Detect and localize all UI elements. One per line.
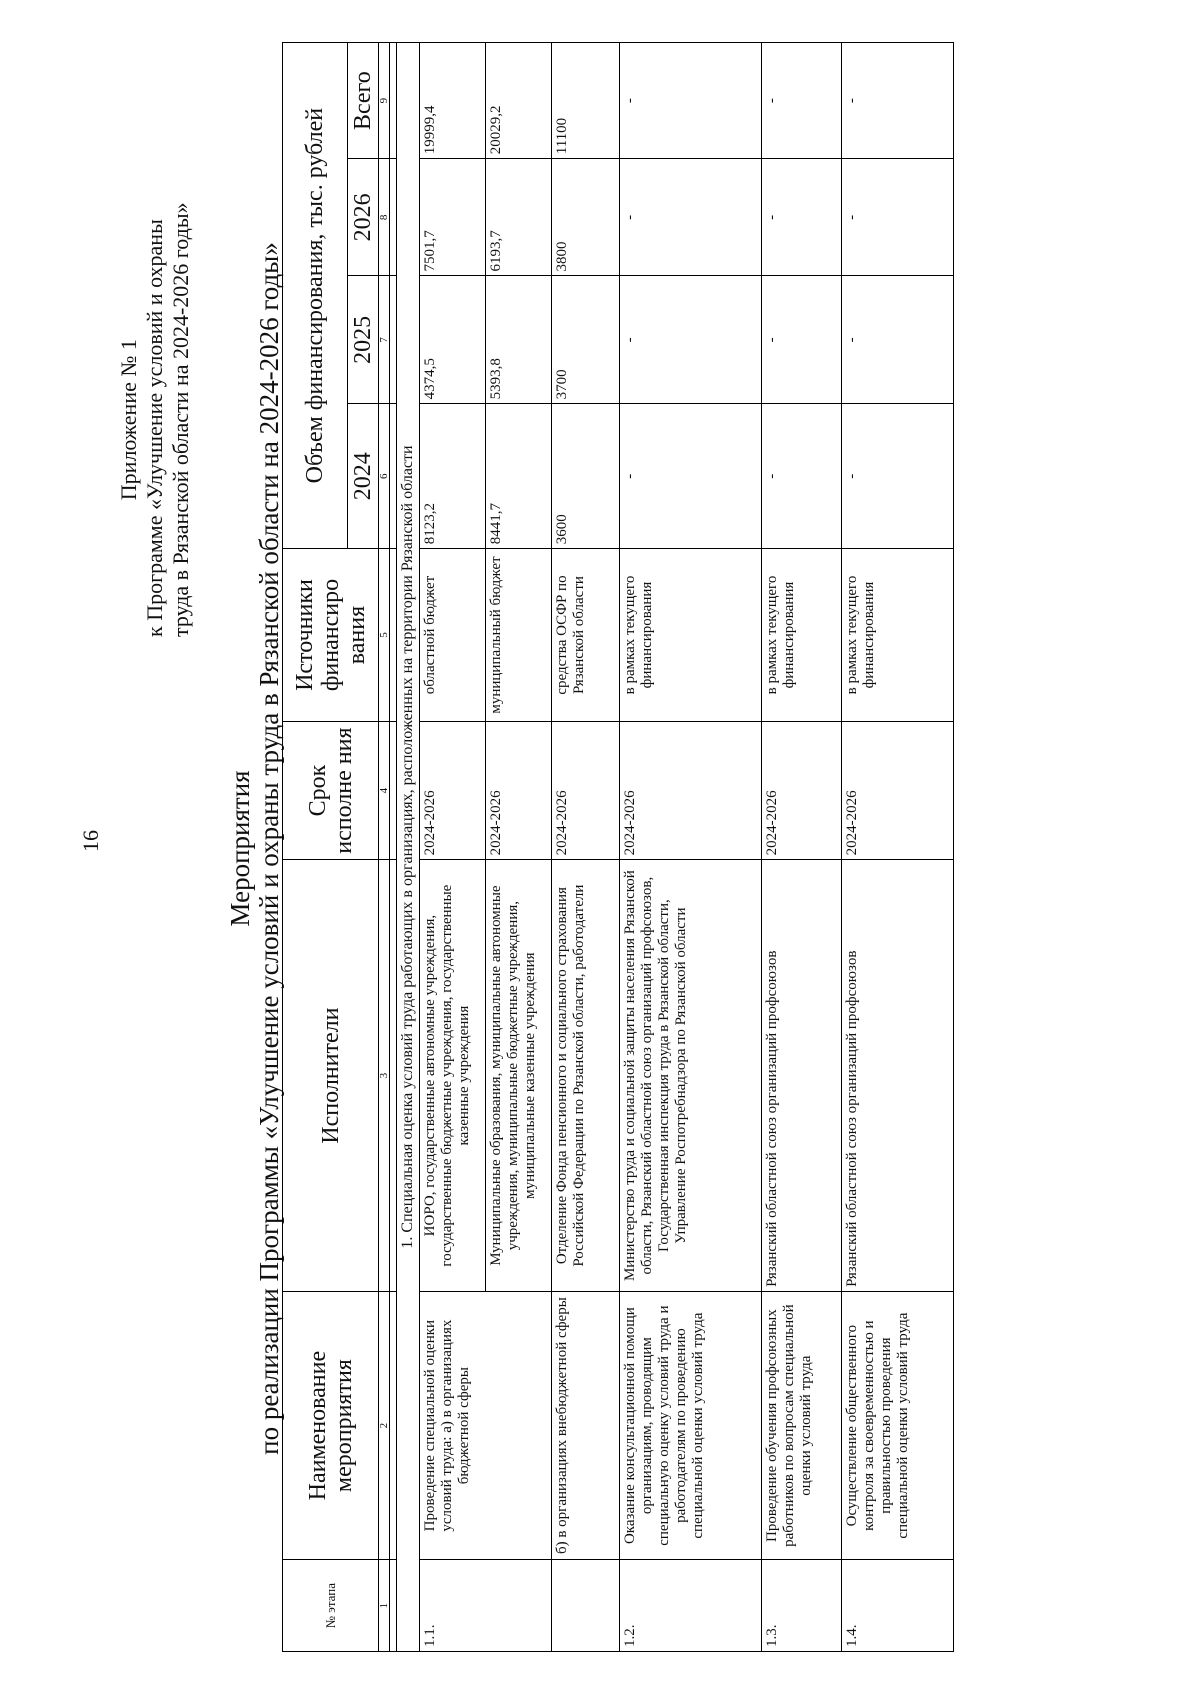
row-total: 20029,2 — [486, 43, 552, 159]
row-term: 2024-2026 — [762, 721, 842, 860]
row-2024: - — [762, 404, 842, 549]
header-row — [283, 43, 348, 1652]
page-number: 16 — [78, 830, 103, 852]
row-term: 2024-2026 — [420, 721, 486, 860]
appendix-note — [116, 202, 194, 637]
row-executors: ИОРО, государственные автономные учреждения, государственные бюджетные учреждения, государственные казенные учреждения — [420, 860, 486, 1292]
row-source: в рамках текущего финансирования — [620, 549, 762, 722]
header-num: № этапа — [283, 1560, 379, 1652]
row-total: - — [762, 43, 842, 159]
appendix-line-1: Приложение № 1 — [116, 339, 141, 501]
row-2025: - — [620, 276, 762, 404]
row-total: 11100 — [552, 43, 620, 159]
row-total: - — [620, 43, 762, 159]
appendix-line-2: к Программе «Улучшение условий и охраны — [142, 219, 167, 637]
colnum-9: 9 — [379, 43, 390, 159]
document-subtitle: по реализации Программы «Улучшение условий и охраны труда в Рязанской области на 2024-2026 годы» — [254, 242, 284, 1455]
header-funding: Объем финансирования, тыс. рублей — [283, 43, 348, 549]
row-2025: - — [842, 276, 954, 404]
row-2026: 7501,7 — [420, 159, 486, 276]
row-total: 19999,4 — [420, 43, 486, 159]
row-num: 1.4. — [842, 1560, 954, 1652]
row-executors: Рязанский областной союз организаций профсоюзов — [762, 860, 842, 1292]
row-total: - — [842, 43, 954, 159]
row-source: муниципальный бюджет — [486, 549, 552, 722]
row-executors: Рязанский областной союз организаций профсоюзов — [842, 860, 954, 1292]
row-2024: - — [620, 404, 762, 549]
colnum-5: 5 — [379, 549, 390, 722]
column-number-row — [379, 43, 390, 1652]
colnum-3: 3 — [379, 860, 390, 1292]
row-2025: 4374,5 — [420, 276, 486, 404]
header-2025: 2025 — [348, 276, 379, 404]
header-2024: 2024 — [348, 404, 379, 549]
header-name: Наименование мероприятия — [283, 1291, 379, 1560]
table-row — [552, 43, 620, 1652]
row-num: 1.3. — [762, 1560, 842, 1652]
appendix-line-3: труда в Рязанской области на 2024-2026 годы» — [168, 202, 193, 637]
section-row — [397, 43, 420, 1652]
row-name: Проведение обучения профсоюзных работников по вопросам специальной оценки условий труда — [762, 1291, 842, 1560]
colnum-6: 6 — [379, 404, 390, 549]
spacer-row — [390, 43, 397, 1652]
row-name: Оказание консультационной помощи организациям, проводящим специальную оценку условий труда и работодателям по проведению специальной оценки условий труда — [620, 1291, 762, 1560]
row-name: Проведение специальной оценки условий труда: а) в организациях бюджетной сферы — [420, 1291, 552, 1560]
row-term: 2024-2026 — [620, 721, 762, 860]
row-2026: - — [620, 159, 762, 276]
colnum-7: 7 — [379, 276, 390, 404]
row-2026: 6193,7 — [486, 159, 552, 276]
row-2025: 5393,8 — [486, 276, 552, 404]
colnum-4: 4 — [379, 721, 390, 860]
table-row — [842, 43, 954, 1652]
row-source: в рамках текущего финансирования — [842, 549, 954, 722]
row-term: 2024-2026 — [552, 721, 620, 860]
row-name: Осуществление общественного контроля за своевременностью и правильностью проведения специальной оценки условий труда — [842, 1291, 954, 1560]
header-term: Срок исполне ния — [283, 721, 379, 860]
row-2026: 3800 — [552, 159, 620, 276]
measures-table — [282, 42, 954, 1652]
colnum-1: 1 — [379, 1560, 390, 1652]
row-2024: 3600 — [552, 404, 620, 549]
colnum-8: 8 — [379, 159, 390, 276]
row-2024: 8441,7 — [486, 404, 552, 549]
row-num: 1.2. — [620, 1560, 762, 1652]
row-term: 2024-2026 — [842, 721, 954, 860]
table-row — [420, 43, 486, 1652]
row-executors: Муниципальные образования, муниципальные автономные учреждения, муниципальные бюджетные учреждения, муниципальные казенные учреждения — [486, 860, 552, 1292]
row-source: в рамках текущего финансирования — [762, 549, 842, 722]
row-term: 2024-2026 — [486, 721, 552, 860]
row-2024: 8123,2 — [420, 404, 486, 549]
row-executors: Отделение Фонда пенсионного и социального страхования Российской Федерации по Рязанской области, работодатели — [552, 860, 620, 1292]
row-2025: 3700 — [552, 276, 620, 404]
row-2026: - — [762, 159, 842, 276]
row-name: б) в организациях внебюджетной сферы — [552, 1291, 620, 1560]
row-source: областной бюджет — [420, 549, 486, 722]
row-source: средства ОСФР по Рязанской области — [552, 549, 620, 722]
row-num: 1.1. — [420, 1560, 552, 1652]
row-2026: - — [842, 159, 954, 276]
table-row — [762, 43, 842, 1652]
section-title: 1. Специальная оценка условий труда работающих в организациях, расположенных на территории Рязанской области — [397, 43, 420, 1652]
document-title: Мероприятия — [225, 770, 255, 927]
colnum-2: 2 — [379, 1291, 390, 1560]
header-sources: Источники финансиро вания — [283, 549, 379, 722]
row-2024: - — [842, 404, 954, 549]
row-executors: Министерство труда и социальной защиты населения Рязанской области, Рязанский областной союз организаций профсоюзов, Государственная инспекция труда в Рязанской области, Управление Роспотребнадзора по Рязанской области — [620, 860, 762, 1292]
header-2026: 2026 — [348, 159, 379, 276]
row-2025: - — [762, 276, 842, 404]
header-executors: Исполнители — [283, 860, 379, 1292]
table-row — [620, 43, 762, 1652]
header-total: Всего — [348, 43, 379, 159]
